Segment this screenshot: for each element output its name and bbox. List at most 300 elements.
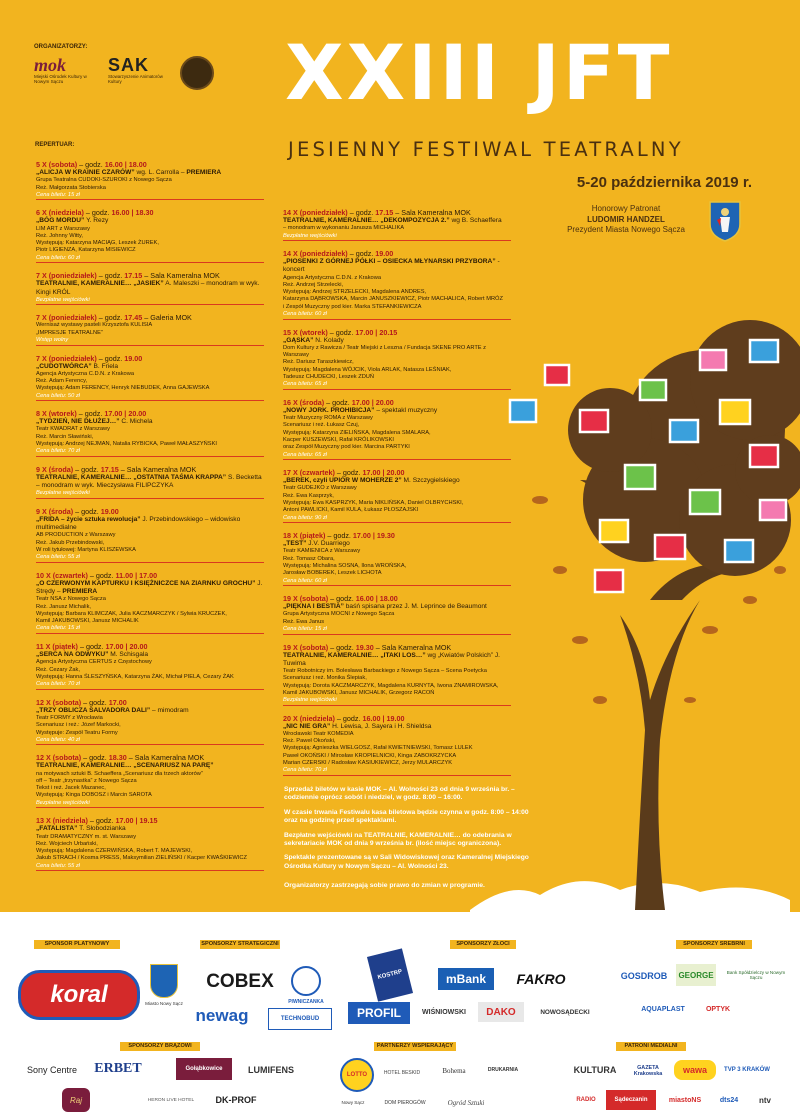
technobud-logo	[268, 1008, 332, 1030]
event-entry	[36, 160, 264, 200]
bank-spoldzielczy-logo	[720, 964, 792, 986]
event-entry	[36, 507, 264, 563]
patron-name: LUDOMIR HANDZEL	[587, 214, 665, 224]
event-title-text: „BÓG MORDU”	[36, 217, 85, 225]
event-date	[36, 753, 264, 762]
nowosadecki-logo-text: NOWOSĄDECKI	[540, 1008, 590, 1016]
event-detail-line: Teatr DRAMATYCZNY m. st. Warszawy	[36, 833, 137, 840]
piwniczanka-icon	[291, 966, 321, 996]
event-detail-line: Kamil JAKUBOWSKI, Janusz MICHALIK	[36, 618, 139, 625]
event-date	[36, 642, 264, 651]
dom-pierogow-logo	[374, 1092, 436, 1114]
event-price: Cena biletu: 15 zł	[283, 626, 511, 635]
drukarnia-logo	[478, 1058, 528, 1082]
profil-logo-text: PROFIL	[357, 1006, 401, 1020]
event-date	[36, 816, 264, 825]
event-detail-line: Występują: Barbara KLIMCZAK, Julia KACZMARCZYK / Sylwia KRUCZEK,	[36, 610, 227, 617]
miasto-crest-icon	[150, 964, 178, 998]
event-title-note: S. Becketta – monodram w wyk. Mieczysława FILIPCZYKA	[36, 473, 262, 490]
ogrod-sztuki-logo-text: Ogród Sztuki	[447, 1099, 485, 1107]
tvp-kultura-logo	[570, 1058, 620, 1082]
event-detail-line: Antoni PAWLICKI, Kamil KULA, Łukasz PŁOSZAJSKI	[283, 507, 419, 514]
event-day: 7 X (poniedziałek)	[36, 353, 97, 363]
event-entry	[283, 208, 511, 241]
event-detail-line: Występują: Andrzej NEJMAN, Natalia RYBICKA, Paweł MAŁASZYŃSKI	[36, 441, 217, 448]
event-detail-line: Reż. Paweł Okoński,	[283, 738, 336, 745]
fakro-logo	[508, 968, 574, 990]
event-detail-line: Reż. Wojciech Urbański,	[36, 840, 98, 847]
event-detail-line: Występują: Kinga DOBOSZ i Marcin SAROTA	[36, 792, 152, 799]
event-title-text: „GĄSKA”	[283, 336, 314, 344]
event-day: 8 X (wtorek)	[36, 409, 77, 419]
event-venue: – Sala Kameralna MOK	[118, 464, 197, 474]
festival-subtitle: JESIENNY FESTIWAL TEATRALNY	[288, 138, 684, 161]
event-detail-line: Teatr GUDEJKO z Warszawy	[283, 485, 357, 492]
event-time: 17.00 | 20.00	[362, 468, 405, 478]
event-day: 20 X (niedziela)	[283, 713, 335, 723]
sak-logo-mark: SAK	[108, 55, 150, 75]
event-title-text: „FATALISTA”	[36, 825, 78, 833]
event-date	[283, 328, 511, 337]
event-title-note: H. Lewisa, J. Sayera i H. Shieldsa	[330, 722, 432, 730]
organizers-logos	[34, 56, 214, 90]
mok-logo	[34, 56, 94, 85]
optyk-logo	[698, 1000, 738, 1018]
sony-centre-logo	[20, 1060, 84, 1080]
event-title	[283, 217, 511, 225]
event-title-text: TEATRALNIE, KAMERALNIE… „ITAKI LOS…”	[283, 651, 426, 659]
event-price: Bezpłatne wejściówki	[36, 297, 264, 306]
event-title-note: C. Michela	[119, 418, 153, 426]
event-entry	[36, 271, 264, 305]
event-detail-line: Scenariusz i reż.: Józef Markocki,	[36, 722, 121, 729]
event-title-text: „NOWY JORK. PROHIBICJA”	[283, 406, 375, 414]
event-price: Cena biletu: 60 zł	[283, 311, 511, 320]
silver-sponsors-label: SPONSORZY SREBRNI	[676, 940, 752, 949]
newag-logo	[184, 1004, 260, 1028]
raj-logo	[62, 1088, 90, 1112]
bohema-logo	[434, 1058, 474, 1084]
event-date	[283, 714, 511, 723]
erbet-logo-text: ERBET	[94, 1061, 142, 1076]
info-venues: Spektakle prezentowane są w Sali Widowiskowej oraz Kameralnej Miejskiego Ośrodka Kultury w Nowym Sączu – Al. Wolności 23.	[284, 854, 529, 870]
event-price: Bezpłatne wejściówki	[36, 490, 264, 499]
event-time-prefix: – godz.	[81, 753, 109, 763]
event-title-text: „ALICJA W KRAINIE CZARÓW”	[36, 169, 135, 176]
event-title-note: wg „Kwiatów Polskich” J. Tuwima	[283, 651, 501, 667]
event-day: 9 X (środa)	[36, 464, 74, 474]
event-entry	[36, 465, 264, 499]
event-date	[283, 249, 511, 258]
event-time-prefix: – godz.	[73, 464, 101, 474]
event-title	[283, 407, 511, 415]
event-premiere: PREMIERA	[186, 169, 222, 176]
repertoire-column-middle	[283, 208, 511, 784]
event-time: 19.00	[100, 506, 119, 516]
event-detail-line: Grupa Teatralna CUDOKI-SZUROKI z Nowego Sącza	[36, 177, 172, 184]
event-date	[283, 594, 511, 603]
event-time: 18.30	[108, 753, 127, 763]
event-day: 9 X (środa)	[36, 506, 74, 516]
event-time-prefix: – godz.	[96, 353, 125, 363]
wawa-logo	[674, 1060, 716, 1080]
dako-logo	[478, 1002, 524, 1022]
event-title	[36, 580, 264, 596]
event-time: 19.30	[355, 642, 374, 652]
event-title-text: TEATRALNIE, KAMERALNIE… „DEKOMPOZYCJA 2.”	[283, 217, 450, 224]
event-day: 14 X (poniedziałek)	[283, 249, 348, 259]
event-title-note: – mimodram	[150, 706, 189, 714]
event-date	[283, 208, 511, 217]
event-detail-line: Wrocławski Teatr KOMEDIA	[283, 730, 354, 737]
event-detail-line: Reż. Dariusz Taraszkiewicz,	[283, 359, 354, 366]
event-entry	[283, 398, 511, 460]
event-time: 16.00 | 19.00	[362, 713, 405, 723]
event-detail-line: Reż. Tomasz Obara,	[283, 555, 335, 562]
ticket-info	[284, 786, 538, 877]
event-price: Cena biletu: 65 zł	[283, 381, 511, 390]
event-time-prefix: – godz.	[77, 160, 105, 169]
sony-centre-logo-text: Sony Centre	[26, 1065, 78, 1075]
event-date	[283, 531, 511, 540]
event-date	[36, 571, 264, 580]
gazeta-krakowska-logo-text: GAZETA Krakowska	[633, 1065, 663, 1077]
event-day: 7 X (poniedziałek)	[36, 271, 97, 281]
event-title-text: „PIĘKNA I BESTIA”	[283, 603, 344, 611]
event-title-note: J.V. Duarriego	[306, 540, 350, 548]
event-detail-line: off – Teatr „trzynastka” z Nowego Sącza	[36, 777, 137, 784]
event-day: 11 X (piątek)	[36, 642, 78, 652]
event-detail-line: Reż. Małgorzata Stobierska	[36, 184, 106, 191]
event-venue: – Sala Kameralna MOK	[126, 753, 205, 763]
lumifens-logo-text: LUMIFENS	[248, 1065, 294, 1075]
event-day: 13 X (niedziela)	[36, 816, 88, 826]
dts-logo-text: dts24	[719, 1096, 739, 1104]
lotto-logo-text: LOTTO	[346, 1072, 368, 1078]
repertoire-label: REPERTUAR:	[35, 142, 75, 148]
event-time-prefix: – godz.	[328, 642, 356, 652]
tvp3-logo	[722, 1058, 772, 1082]
event-detail-line: Występują: Dorota KACZMARCZYK, Magdalena KURNYTA, Iwona ZNAMIROWSKA,	[283, 682, 499, 689]
event-title-note: wg. L. Carrolla –	[134, 169, 187, 176]
event-entry	[283, 328, 511, 390]
newag-logo-text: newag	[195, 1006, 249, 1025]
event-time: 16.00 | 18.00	[104, 160, 147, 169]
golabkowice-logo-text: Gołąbkowice	[185, 1066, 223, 1072]
miastons-logo	[660, 1090, 710, 1110]
partners-label: PARTNERZY WSPIERAJĄCY	[374, 1042, 456, 1051]
event-time: 19.00	[375, 249, 394, 259]
gosdrob-logo	[616, 962, 672, 990]
nowy-sacz-small-logo	[338, 1092, 368, 1112]
event-detail-line: Jarosław BOBEREK, Leszek LICHOTA	[283, 570, 382, 577]
event-title-note: – spektakl muzyczny	[374, 406, 438, 414]
event-date	[36, 507, 264, 516]
event-day: 17 X (czwartek)	[283, 468, 335, 478]
event-detail-line: Występują: Michalina SOSNA, Ilona WROŃSKA,	[283, 562, 407, 569]
event-date	[283, 643, 511, 652]
event-entry	[283, 531, 511, 586]
event-detail-line: Teatr FORMY z Wrocławia	[36, 714, 103, 721]
tvp3-logo-text: TVP 3 KRAKÓW	[724, 1067, 770, 1073]
kostrp-logo	[367, 948, 413, 1001]
event-detail-line: Reż. Andrzej Strzelecki,	[283, 281, 344, 288]
event-entry	[36, 698, 264, 746]
radio-logo-text: RADIO	[576, 1097, 596, 1103]
city-crest-icon	[708, 200, 742, 242]
festival-dates: 5-20 października 2019 r.	[576, 174, 752, 191]
event-detail-line: Dom Kultury z Rawicza / Teatr Miejski z Leszna / Fundacja SKENE PRO ARTE z Warszawy	[283, 344, 487, 359]
info-hours: W czasie trwania Festiwalu kasa biletowa będzie czynna w godz. 8:00 – 14:00 oraz na godzinę przed spektaklami.	[284, 808, 529, 825]
event-time-prefix: – godz.	[87, 570, 116, 580]
mbank-logo	[438, 968, 494, 990]
event-day: 10 X (czwartek)	[36, 570, 88, 580]
sak-logo	[108, 56, 166, 84]
event-detail-line: Grupa Artystyczna MOCNI z Nowego Sącza	[283, 611, 395, 618]
event-time-prefix: – godz.	[96, 313, 125, 323]
event-premiere: PREMIERA	[62, 588, 98, 596]
event-time-prefix: – godz.	[325, 531, 353, 541]
event-time-prefix: – godz.	[81, 697, 109, 707]
event-time: 17.00 | 19.30	[352, 531, 395, 541]
tvp-kultura-logo-text: KULTURA	[573, 1065, 617, 1075]
info-tickets: Sprzedaż biletów w kasie MOK – Al. Wolności 23 od dnia 9 września br. –codziennie oprócz sobót i niedziel, w godz. 8:00 – 16:00.	[284, 786, 515, 802]
event-title-text: „PIOSENKI Z GÓRNEJ PÓŁKI – OSIECKA MŁYNARSKI PRZYBORA”	[283, 258, 496, 266]
koral-logo	[18, 970, 140, 1020]
event-day: 18 X (piątek)	[283, 531, 326, 541]
piwniczanka-logo	[282, 958, 330, 1012]
event-title	[36, 762, 264, 770]
event-venue: – Galeria MOK	[142, 313, 192, 323]
event-detail-line: Teatr NSA z Nowego Sącza	[36, 596, 106, 603]
sponsors-section	[0, 912, 800, 1120]
event-price: Cena biletu: 15 zł	[36, 625, 264, 634]
profil-logo	[348, 1002, 410, 1024]
event-title-text: „SERCA NA ODWYKU”	[36, 651, 109, 659]
event-detail-line: Występują: Ewa KASPRZYK, Maria NIKLIŃSKA, Daniel OLBRYCHSKI,	[283, 499, 464, 506]
event-entry	[283, 468, 511, 523]
wawa-logo-text: wawa	[682, 1065, 707, 1075]
patron-role: Prezydent Miasta Nowego Sącza	[567, 225, 685, 234]
event-title-note: M. Schisgala	[108, 651, 149, 659]
event-detail-line: LIM ART z Warszawy	[36, 225, 90, 232]
event-price: Bezpłatne wejściówki	[283, 697, 511, 706]
event-entry	[36, 208, 264, 263]
media-patrons-label: PATRONI MEDIALNI	[616, 1042, 686, 1051]
event-time: 16.00 | 18.30	[111, 208, 154, 218]
drukarnia-logo-text: DRUKARNIA	[487, 1067, 519, 1073]
event-time-prefix: – godz.	[87, 816, 116, 826]
george-logo	[676, 964, 716, 986]
event-detail-line: W roli tytułowej: Martyna KLISZEWSKA	[36, 546, 136, 553]
radio-logo	[568, 1090, 604, 1110]
event-time-prefix: – godz.	[334, 713, 363, 723]
patronage	[560, 204, 692, 236]
piwniczanka-logo-text: PIWNICZANKA	[288, 998, 324, 1005]
event-price: Cena biletu: 55 zł	[36, 863, 264, 872]
event-title-note: wg B. Schaeffera	[449, 217, 502, 224]
event-day: 12 X (sobota)	[36, 697, 82, 707]
ntv-logo	[750, 1090, 780, 1110]
sak-logo-caption: Stowarzyszenie Animatorów Kultury	[108, 74, 163, 85]
event-detail-line: Występują: Magdalena CZERWIŃSKA, Robert T. MAJEWSKI,	[36, 848, 193, 855]
miasto-nowy-sacz-logo	[140, 956, 188, 1014]
kostrp-logo-text: KOSTRP	[377, 969, 403, 981]
event-detail-line: Występują: Katarzyna MACIĄG, Leszek ŻUREK,	[36, 240, 159, 247]
koral-logo-text: koral	[50, 981, 108, 1008]
event-detail-line: Teatr KWADRAT z Warszawy	[36, 426, 110, 433]
event-day: 5 X (sobota)	[36, 160, 78, 169]
event-title	[283, 337, 511, 345]
event-price: Wstęp wolny	[36, 337, 264, 346]
event-date	[36, 313, 264, 322]
gosdrob-logo-text: GOSDROB	[620, 971, 668, 981]
miastons-logo-text: miastoNS	[668, 1096, 702, 1104]
sadeczanin-logo	[606, 1090, 656, 1110]
event-time: 17.00 | 19.15	[115, 816, 158, 826]
event-day: 19 X (sobota)	[283, 594, 329, 604]
event-title	[283, 477, 511, 485]
festival-title: XXIII JFT	[285, 28, 673, 117]
event-date	[36, 698, 264, 707]
event-venue: – Sala Kameralna MOK	[393, 208, 471, 217]
info-free-passes: Bezpłatne wejściówki na TEATRALNIE, KAMERALNIE… do odebrania w sekretariacie MOK od dnia 9 września br. (ilość miejsc ograniczona).	[284, 831, 512, 848]
event-detail-line: Występują: Adam FERENCY, Henryk NIEBUDEK, Anna GAJEWSKA	[36, 385, 210, 392]
event-day: 15 X (wtorek)	[283, 327, 328, 337]
event-price: Cena biletu: 55 zł	[36, 554, 264, 563]
cobex-logo-text: COBEX	[206, 971, 274, 992]
heron-logo-text: HERON LIVE HOTEL	[147, 1097, 195, 1103]
event-title	[36, 651, 264, 659]
platinum-sponsors-label: SPONSOR PLATYNOWY	[34, 940, 120, 949]
reserve-note: Organizatorzy zastrzegają sobie prawo do zmian w programie.	[284, 882, 485, 889]
nowosadecki-logo	[530, 1000, 600, 1024]
patron-label: Honorowy Patronat	[591, 204, 661, 213]
event-entry	[36, 816, 264, 871]
event-time: 17.15	[375, 208, 394, 217]
event-title-text: „NIC NIE GRA”	[283, 722, 331, 730]
event-price: Cena biletu: 40 zł	[36, 737, 264, 746]
event-price: Cena biletu: 60 zł	[283, 578, 511, 587]
gazeta-krakowska-logo	[626, 1060, 670, 1082]
organizers-label: ORGANIZATORZY:	[34, 44, 88, 50]
event-title	[36, 516, 264, 532]
sadeczanin-logo-text: Sądeczanin	[614, 1097, 648, 1103]
event-title-text: „TYDZIEŃ, NIE DŁUŻEJ…”	[36, 418, 120, 426]
event-time: 17.45	[124, 313, 143, 323]
event-title-text: TEATRALNIE, KAMERALNIE… „OSTATNIA TAŚMA KRAPPA”	[36, 473, 227, 481]
event-entry	[36, 409, 264, 457]
event-day: 19 X (sobota)	[283, 642, 329, 652]
erbet-logo	[92, 1056, 144, 1082]
event-detail-line: Scenariusz i reż. Łukasz Czuj,	[283, 422, 360, 429]
event-time-prefix: – godz.	[324, 397, 352, 407]
hotel-beskid-logo	[376, 1058, 428, 1088]
event-detail-line: Tadeusz CHUDECKI, Leszek ZDUŃ	[283, 373, 375, 380]
event-price: Cena biletu: 60 zł	[36, 255, 264, 264]
event-detail-line: i Zespół Muzyczny pod kier. Marka STEFANKIEWICZA	[283, 303, 422, 310]
event-detail-line: Katarzyna DĄBROWSKA, Marcin JANUSZKIEWICZ, Piotr MACHALICA, Robert MRÓZ	[283, 296, 503, 303]
event-entry	[36, 642, 264, 690]
event-time-prefix: – godz.	[347, 249, 376, 259]
dom-pierogow-logo-text: DOM PIEROGÓW	[384, 1100, 426, 1106]
event-title	[36, 825, 264, 833]
event-title-note: A. Maleszki – monodram w wyk. Kingi KRÓL	[36, 280, 260, 296]
event-entry	[283, 249, 511, 319]
event-time: 17.15	[100, 464, 119, 474]
event-title	[36, 217, 264, 225]
repertoire-column-left	[36, 160, 264, 879]
event-detail-line: Występują: Magdalena WÓJCIK, Viola ARLAK, Natasza LEŚNIAK,	[283, 366, 452, 373]
event-title-note: baśń spisana przez J. M. Leprince de Beaumont	[343, 603, 487, 611]
event-detail-line: Teatr Muzyczny ROMA z Warszawy	[283, 415, 373, 422]
event-title-note: T. Słobodzianka	[77, 825, 126, 833]
event-title-text: TEATRALNIE, KAMERALNIE… „JASIEK”	[36, 280, 164, 288]
event-detail-line: Reż. Marcin Sławiński,	[36, 433, 94, 440]
fakro-logo-text: FAKRO	[516, 971, 566, 987]
event-title-note: M. Szczygielskiego	[401, 477, 460, 485]
event-detail-line: Występują: Hanna ŚLESZYŃSKA, Katarzyna ŻAK, Michał PIELA, Cezary ŻAK	[36, 673, 234, 680]
event-date	[283, 398, 511, 407]
event-title-note: B. Friela	[91, 362, 119, 370]
optyk-logo-text: OPTYK	[705, 1005, 731, 1013]
event-detail-line: Tekst i reż. Jacek Mazanec,	[36, 785, 106, 792]
event-title-text: „FRIDA – życie sztuka rewolucja”	[36, 515, 141, 523]
cobex-logo	[200, 970, 280, 994]
event-price: Cena biletu: 65 zł	[283, 452, 511, 461]
event-entry	[283, 714, 511, 776]
event-entry	[36, 753, 264, 808]
event-detail-line: Kacper KUSZEWSKI, Rafał KRÓLIKOWSKI	[283, 436, 394, 443]
event-entry	[36, 313, 264, 345]
event-detail-line: Występują: Andrzej STRZELECKI, Magdalena ANDRES,	[283, 289, 427, 296]
event-date	[36, 271, 264, 280]
event-title-note: Y. Rezy	[84, 217, 109, 225]
event-day: 14 X (poniedziałek)	[283, 208, 348, 217]
event-detail-line: Paweł OKOŃSKI / Mirosław KROPIELNICKI, Kinga ZABOKRZYCKA	[283, 752, 457, 759]
event-price: Bezpłatne wejściówki	[283, 233, 511, 242]
event-title	[36, 169, 264, 177]
event-title-note: J. Przebindowskiego – widowisko multimedialne	[36, 515, 241, 532]
nowy-sacz-small-logo-text: Nowy Sącz	[341, 1099, 365, 1105]
event-time-prefix: – godz.	[327, 327, 356, 337]
event-detail-line: Reż. Johnny Witty,	[36, 232, 83, 239]
event-title-text: „O CZERWONYM KAPTURKU I KSIĘŻNICZCE NA ZIARNKU GROCHU”	[36, 579, 256, 587]
event-detail-line: na motywach sztuki B. Schaeffera „Scenariusz dla trzech aktorów”	[36, 770, 203, 777]
event-title-text: „BEREK, czyli UPIÓR W MOHERZE 2”	[283, 477, 402, 485]
raj-logo-text: Raj	[69, 1095, 82, 1105]
lotto-logo	[340, 1058, 374, 1092]
event-price: Cena biletu: 70 zł	[283, 767, 511, 776]
event-time-prefix: – godz.	[347, 208, 376, 217]
miasto-logo-text: Miasto Nowy Sącz	[145, 1001, 183, 1006]
event-title-text: „TRZY OBLICZA SALVADORA DALI”	[36, 706, 151, 714]
golabkowice-logo	[176, 1058, 232, 1080]
event-day: 12 X (sobota)	[36, 753, 82, 763]
dkprof-logo-text: DK-PROF	[215, 1095, 257, 1105]
event-time-prefix: – godz.	[334, 468, 363, 478]
event-detail-line: „IMPRESJE TEATRALNE”	[36, 329, 103, 336]
bronze-sponsors-label: SPONSORZY BRĄZOWI	[120, 1042, 200, 1051]
event-detail-line: Reż. Cezary Żak,	[36, 666, 80, 673]
aquaplast-logo-text: AQUAPLAST	[641, 1005, 685, 1013]
event-detail-line: Teatr Robotniczy im. Bolesława Barbackiego z Nowego Sącza – Scena Poetycka	[283, 667, 487, 674]
event-detail-line: Reż. Jakub Przebindowski,	[36, 539, 105, 546]
event-title	[36, 418, 264, 426]
event-detail-line: oraz Zespół Muzyczny pod kier. Marcina PARTYKI	[283, 444, 410, 451]
event-day: 16 X (środa)	[283, 397, 325, 407]
event-title	[283, 652, 511, 668]
